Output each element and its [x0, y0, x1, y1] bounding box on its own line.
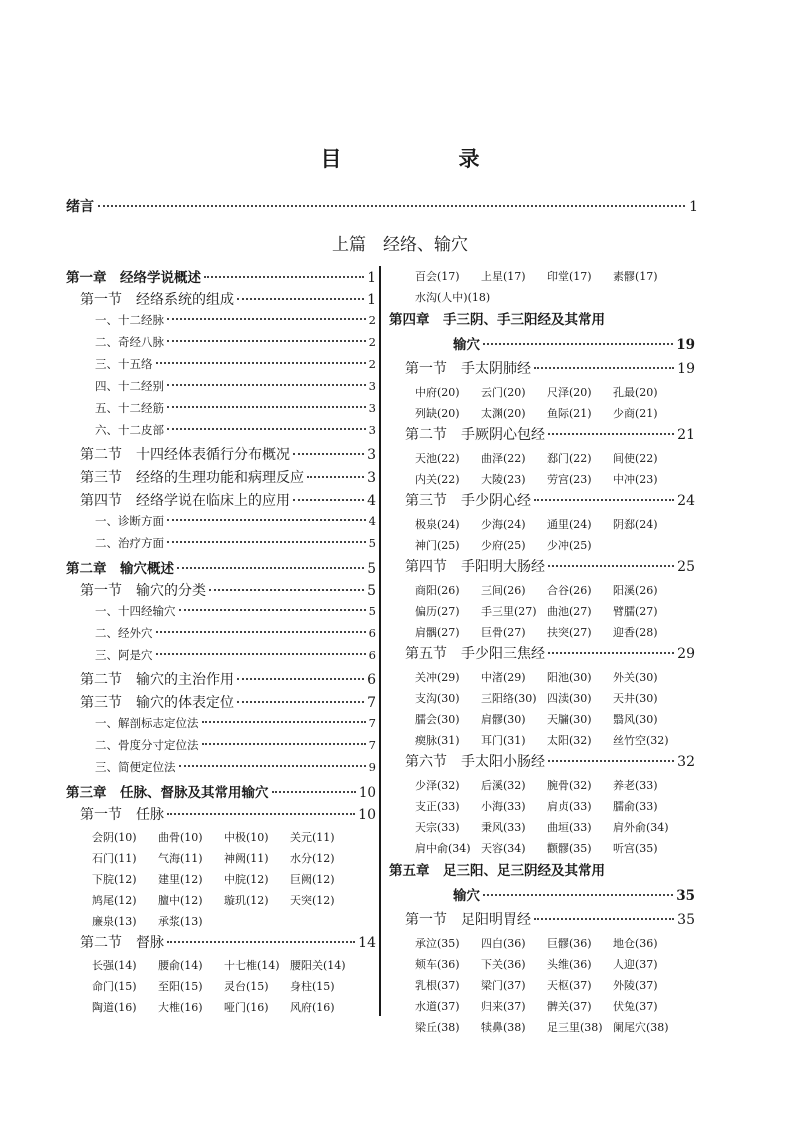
- acupoint-item: 伏兔(37): [613, 1000, 658, 1013]
- leader-dots: [156, 631, 366, 633]
- toc-section-entry[interactable]: [66, 467, 376, 490]
- acupoint-item: 少商(21): [613, 407, 658, 420]
- toc-right-column: [389, 266, 695, 1038]
- toc-entry-page: 32: [677, 754, 695, 770]
- acupoint-item: 阳池(30): [547, 671, 592, 684]
- toc-entry-title: 第三章 任脉、督脉及其常用输穴: [66, 785, 269, 801]
- leader-dots: [293, 499, 364, 501]
- page-title: 目 录: [320, 147, 528, 171]
- acupoint-item: 鸠尾(12): [92, 894, 137, 907]
- acupoint-item: 素髎(17): [613, 270, 658, 283]
- toc-chapter-b-entry[interactable]: [389, 884, 695, 909]
- leader-dots: [202, 743, 366, 745]
- acupoint-list: [389, 266, 695, 308]
- toc-item-entry[interactable]: [66, 513, 376, 535]
- acupoint-item: 少海(24): [481, 518, 526, 531]
- leader-dots: [534, 499, 674, 501]
- acupoint-item: 巨骨(27): [481, 626, 526, 639]
- leader-dots: [98, 205, 685, 207]
- toc-entry-title: 六、十二皮部: [95, 423, 164, 437]
- acupoint-item: 臑俞(33): [613, 800, 658, 813]
- acupoint-item: 中脘(12): [224, 873, 269, 886]
- leader-dots: [179, 609, 366, 611]
- toc-entry-page: 25: [677, 559, 695, 575]
- toc-entry-title: 一、诊断方面: [95, 514, 164, 528]
- acupoint-item: 少冲(25): [547, 539, 592, 552]
- toc-chapter-entry[interactable]: [66, 266, 376, 289]
- acupoint-item: 天牖(30): [547, 713, 592, 726]
- acupoint-item: 支正(33): [415, 800, 460, 813]
- toc-entry-page: 19: [676, 337, 695, 353]
- acupoint-item: 陶道(16): [92, 1001, 137, 1014]
- toc-entry-title: 第一节 足阳明胃经: [405, 912, 531, 928]
- leader-dots: [534, 367, 674, 369]
- acupoint-item: 承泣(35): [415, 937, 460, 950]
- toc-entry-page: 7: [367, 695, 376, 711]
- acupoint-item: 天池(22): [415, 452, 460, 465]
- leader-dots: [293, 453, 364, 455]
- acupoint-item: 天突(12): [290, 894, 335, 907]
- acupoint-item: 大陵(23): [481, 473, 526, 486]
- toc-entry-page: 5: [368, 604, 376, 618]
- acupoint-item: 承浆(13): [158, 915, 203, 928]
- leader-dots: [548, 652, 674, 654]
- toc-entry-title: 第二节 输穴的主治作用: [80, 672, 234, 688]
- toc-item-entry[interactable]: [66, 647, 376, 669]
- acupoint-item: 犊鼻(38): [481, 1021, 526, 1034]
- toc-entry-page: 5: [367, 561, 376, 577]
- toc-item-entry[interactable]: [66, 737, 376, 759]
- toc-entry-page: 3: [368, 401, 376, 415]
- acupoint-item: 身柱(15): [290, 980, 335, 993]
- intro-entry[interactable]: [66, 196, 698, 218]
- toc-entry-page: 4: [368, 514, 376, 528]
- toc-entry-title: 二、奇经八脉: [95, 335, 164, 349]
- acupoint-item: 偏历(27): [415, 605, 460, 618]
- acupoint-item: 腰阳关(14): [290, 959, 346, 972]
- acupoint-list: [389, 667, 695, 751]
- acupoint-list: [389, 775, 695, 859]
- acupoint-list: [66, 955, 376, 1018]
- acupoint-item: 膻中(12): [158, 894, 203, 907]
- toc-item-entry[interactable]: [66, 759, 376, 781]
- toc-section-entry[interactable]: [66, 444, 376, 467]
- leader-dots: [167, 340, 366, 342]
- acupoint-item: 肩髃(27): [415, 626, 460, 639]
- acupoint-list: [66, 827, 376, 932]
- toc-entry-title: 第三节 输穴的体表定位: [80, 695, 234, 711]
- toc-entry-title: 第二节 督脉: [80, 935, 164, 951]
- leader-dots: [167, 519, 366, 521]
- acupoint-item: 翳风(30): [613, 713, 658, 726]
- toc-entry-page: 1: [367, 270, 376, 286]
- acupoint-item: 阳溪(26): [613, 584, 658, 597]
- toc-entry-page: 21: [677, 427, 695, 443]
- acupoint-item: 肩贞(33): [547, 800, 592, 813]
- leader-dots: [156, 653, 366, 655]
- toc-entry-title: 第五节 手少阳三焦经: [405, 646, 545, 662]
- toc-entry-title: 第一节 任脉: [80, 807, 164, 823]
- acupoint-item: 大椎(16): [158, 1001, 203, 1014]
- acupoint-item: 百会(17): [415, 270, 460, 283]
- acupoint-item: 通里(24): [547, 518, 592, 531]
- toc-item-entry[interactable]: [66, 378, 376, 400]
- leader-dots: [204, 276, 364, 278]
- toc-entry-title: 第六节 手太阳小肠经: [405, 754, 545, 770]
- toc-entry-title: 一、十四经输穴: [95, 604, 176, 618]
- acupoint-item: 郄门(22): [547, 452, 592, 465]
- acupoint-item: 巨髎(36): [547, 937, 592, 950]
- acupoint-item: 听宫(35): [613, 842, 658, 855]
- toc-entry-title: 第四章 手三阴、手三阳经及其常用: [389, 312, 605, 328]
- acupoint-item: 阑尾穴(38): [613, 1021, 669, 1034]
- leader-dots: [483, 343, 673, 345]
- acupoint-item: 阴郄(24): [613, 518, 658, 531]
- acupoint-item: 少泽(32): [415, 779, 460, 792]
- leader-dots: [167, 406, 366, 408]
- acupoint-item: 养老(33): [613, 779, 658, 792]
- toc-section-entry[interactable]: [66, 289, 376, 312]
- acupoint-item: 上星(17): [481, 270, 526, 283]
- acupoint-item: 天容(34): [481, 842, 526, 855]
- toc-entry-title: 第二节 十四经体表循行分布概况: [80, 447, 290, 463]
- acupoint-item: 足三里(38): [547, 1021, 603, 1034]
- toc-entry-title: 第二章 输穴概述: [66, 561, 174, 577]
- toc-entry-title: 第三节 经络的生理功能和病理反应: [80, 470, 304, 486]
- toc-entry-title: 第一节 输穴的分类: [80, 583, 206, 599]
- toc-entry-title: 输穴: [453, 888, 480, 904]
- toc-section-entry[interactable]: [66, 804, 376, 827]
- toc-entry-title: 五、十二经筋: [95, 401, 164, 415]
- toc-entry-page: 4: [367, 493, 376, 509]
- acupoint-item: 十七椎(14): [224, 959, 280, 972]
- toc-entry-page: 29: [677, 646, 695, 662]
- acupoint-item: 下脘(12): [92, 873, 137, 886]
- acupoint-list: [389, 933, 695, 1038]
- toc-section-entry[interactable]: [389, 643, 695, 667]
- toc-entry-page: 24: [677, 493, 695, 509]
- toc-entry-page: 1: [367, 292, 376, 308]
- leader-dots: [534, 918, 674, 920]
- toc-entry-title: 一、十二经脉: [95, 313, 164, 327]
- acupoint-item: 灵台(15): [224, 980, 269, 993]
- acupoint-item: 臑会(30): [415, 713, 460, 726]
- leader-dots: [177, 567, 364, 569]
- acupoint-item: 下关(36): [481, 958, 526, 971]
- leader-dots: [483, 894, 673, 896]
- toc-chapter-entry[interactable]: [66, 557, 376, 580]
- toc-entry-title: 三、阿是穴: [95, 648, 153, 662]
- toc-section-entry[interactable]: [389, 751, 695, 775]
- acupoint-item: 小海(33): [481, 800, 526, 813]
- toc-entry-title: 第四节 手阳明大肠经: [405, 559, 545, 575]
- leader-dots: [167, 941, 355, 943]
- toc-item-entry[interactable]: [66, 625, 376, 647]
- acupoint-item: 天井(30): [613, 692, 658, 705]
- toc-chapter-b-entry[interactable]: [389, 333, 695, 358]
- acupoint-item: 颧髎(35): [547, 842, 592, 855]
- acupoint-item: 合谷(26): [547, 584, 592, 597]
- acupoint-item: 长强(14): [92, 959, 137, 972]
- toc-chapter-entry[interactable]: [66, 781, 376, 804]
- acupoint-item: 商阳(26): [415, 584, 460, 597]
- toc-entry-page: 2: [368, 313, 376, 327]
- acupoint-item: 后溪(32): [481, 779, 526, 792]
- acupoint-item: 头维(36): [547, 958, 592, 971]
- toc-entry-page: 3: [368, 379, 376, 393]
- toc-section-entry[interactable]: [389, 909, 695, 933]
- toc-section-entry[interactable]: [389, 358, 695, 382]
- toc-entry-title: 第一节 手太阴肺经: [405, 361, 531, 377]
- toc-entry-title: 第一节 经络系统的组成: [80, 292, 234, 308]
- acupoint-item: 内关(22): [415, 473, 460, 486]
- toc-chapter-a-entry[interactable]: [389, 308, 695, 333]
- acupoint-item: 中府(20): [415, 386, 460, 399]
- toc-section-entry[interactable]: [389, 556, 695, 580]
- acupoint-item: 三阳络(30): [481, 692, 537, 705]
- acupoint-item: 梁丘(38): [415, 1021, 460, 1034]
- acupoint-item: 极泉(24): [415, 518, 460, 531]
- leader-dots: [167, 428, 366, 430]
- column-divider: [379, 266, 381, 1016]
- acupoint-item: 巨阙(12): [290, 873, 335, 886]
- acupoint-item: 少府(25): [481, 539, 526, 552]
- acupoint-item: 外陵(37): [613, 979, 658, 992]
- toc-entry-title: 第三节 手少阴心经: [405, 493, 531, 509]
- acupoint-item: 水道(37): [415, 1000, 460, 1013]
- leader-dots: [548, 433, 674, 435]
- toc-entry-page: 14: [358, 935, 376, 951]
- acupoint-item: 地仓(36): [613, 937, 658, 950]
- acupoint-item: 神门(25): [415, 539, 460, 552]
- acupoint-item: 归来(37): [481, 1000, 526, 1013]
- acupoint-item: 风府(16): [290, 1001, 335, 1014]
- acupoint-item: 璇玑(12): [224, 894, 269, 907]
- toc-entry-page: 35: [676, 888, 695, 904]
- toc-section-entry[interactable]: [66, 692, 376, 715]
- acupoint-item: 三间(26): [481, 584, 526, 597]
- toc-entry-title: 四、十二经别: [95, 379, 164, 393]
- toc-entry-title: 一、解剖标志定位法: [95, 716, 199, 730]
- acupoint-item: 神阙(11): [224, 852, 269, 865]
- acupoint-item: 肩中俞(34): [415, 842, 471, 855]
- toc-section-entry[interactable]: [66, 580, 376, 603]
- toc-entry-title: 第五章 足三阳、足三阴经及其常用: [389, 863, 605, 879]
- acupoint-item: 瘈脉(31): [415, 734, 460, 747]
- toc-item-entry[interactable]: [66, 356, 376, 378]
- acupoint-list: [389, 580, 695, 643]
- acupoint-item: 颊车(36): [415, 958, 460, 971]
- toc-section-entry[interactable]: [66, 932, 376, 955]
- acupoint-item: 水分(12): [290, 852, 335, 865]
- acupoint-item: 中渚(29): [481, 671, 526, 684]
- toc-entry-page: 5: [368, 536, 376, 550]
- toc-left-column: [66, 266, 376, 1018]
- leader-dots: [237, 701, 364, 703]
- acupoint-item: 手三里(27): [481, 605, 537, 618]
- toc-item-entry[interactable]: [66, 715, 376, 737]
- acupoint-item: 至阳(15): [158, 980, 203, 993]
- toc-item-entry[interactable]: [66, 312, 376, 334]
- toc-entry-title: 二、骨度分寸定位法: [95, 738, 199, 752]
- toc-item-entry[interactable]: [66, 400, 376, 422]
- toc-entry-title: 第二节 手厥阴心包经: [405, 427, 545, 443]
- acupoint-item: 曲池(27): [547, 605, 592, 618]
- acupoint-item: 列缺(20): [415, 407, 460, 420]
- acupoint-list: [389, 514, 695, 556]
- toc-item-entry[interactable]: [66, 535, 376, 557]
- acupoint-item: 梁门(37): [481, 979, 526, 992]
- leader-dots: [179, 765, 366, 767]
- toc-section-entry[interactable]: [389, 490, 695, 514]
- toc-entry-page: 9: [368, 760, 376, 774]
- acupoint-item: 四渎(30): [547, 692, 592, 705]
- acupoint-item: 太阳(32): [547, 734, 592, 747]
- toc-entry-title: 输穴: [453, 337, 480, 353]
- toc-entry-title: 第一章 经络学说概述: [66, 270, 201, 286]
- toc-entry-page: 19: [677, 361, 695, 377]
- leader-dots: [307, 476, 364, 478]
- acupoint-item: 丝竹空(32): [613, 734, 669, 747]
- acupoint-item: 腕骨(32): [547, 779, 592, 792]
- toc-item-entry[interactable]: [66, 334, 376, 356]
- toc-entry-page: 6: [368, 626, 376, 640]
- toc-entry-page: 10: [358, 785, 376, 801]
- acupoint-item: 乳根(37): [415, 979, 460, 992]
- acupoint-item: 中冲(23): [613, 473, 658, 486]
- intro-page: 1: [689, 199, 698, 215]
- acupoint-item: 天枢(37): [547, 979, 592, 992]
- leader-dots: [237, 678, 364, 680]
- acupoint-item: 迎香(28): [613, 626, 658, 639]
- toc-entry-page: 2: [368, 357, 376, 371]
- acupoint-item: 中极(10): [224, 831, 269, 844]
- acupoint-item: 天宗(33): [415, 821, 460, 834]
- acupoint-list: [389, 448, 695, 490]
- leader-dots: [156, 362, 366, 364]
- acupoint-item: 扶突(27): [547, 626, 592, 639]
- acupoint-item: 秉风(33): [481, 821, 526, 834]
- toc-entry-page: 7: [368, 716, 376, 730]
- toc-entry-page: 35: [677, 912, 695, 928]
- toc-chapter-a-entry[interactable]: [389, 859, 695, 884]
- leader-dots: [167, 813, 355, 815]
- leader-dots: [167, 318, 366, 320]
- toc-entry-title: 三、简便定位法: [95, 760, 176, 774]
- toc-entry-page: 6: [367, 672, 376, 688]
- acupoint-item: 关冲(29): [415, 671, 460, 684]
- toc-item-entry[interactable]: [66, 422, 376, 444]
- part-title: 上篇 经络、输穴: [332, 235, 468, 255]
- acupoint-item: 哑门(16): [224, 1001, 269, 1014]
- leader-dots: [548, 760, 674, 762]
- leader-dots: [209, 589, 364, 591]
- toc-entry-title: 二、经外穴: [95, 626, 153, 640]
- acupoint-item: 耳门(31): [481, 734, 526, 747]
- toc-entry-page: 3: [367, 447, 376, 463]
- acupoint-item: 建里(12): [158, 873, 203, 886]
- acupoint-item: 石门(11): [92, 852, 137, 865]
- toc-section-entry[interactable]: [389, 424, 695, 448]
- acupoint-item: 水沟(人中)(18): [415, 291, 491, 304]
- acupoint-item: 太渊(20): [481, 407, 526, 420]
- acupoint-item: 曲骨(10): [158, 831, 203, 844]
- leader-dots: [167, 384, 366, 386]
- acupoint-item: 关元(11): [290, 831, 335, 844]
- toc-entry-title: 二、治疗方面: [95, 536, 164, 550]
- acupoint-item: 劳宫(23): [547, 473, 592, 486]
- acupoint-item: 鱼际(21): [547, 407, 592, 420]
- acupoint-item: 尺泽(20): [547, 386, 592, 399]
- acupoint-item: 孔最(20): [613, 386, 658, 399]
- acupoint-item: 云门(20): [481, 386, 526, 399]
- toc-entry-page: 2: [368, 335, 376, 349]
- toc-section-entry[interactable]: [66, 490, 376, 513]
- acupoint-item: 会阴(10): [92, 831, 137, 844]
- toc-entry-page: 3: [367, 470, 376, 486]
- toc-entry-title: 三、十五络: [95, 357, 153, 371]
- acupoint-item: 人迎(37): [613, 958, 658, 971]
- acupoint-item: 命门(15): [92, 980, 137, 993]
- acupoint-item: 四白(36): [481, 937, 526, 950]
- acupoint-item: 印堂(17): [547, 270, 592, 283]
- intro-label: 绪言: [66, 199, 94, 215]
- acupoint-item: 臂臑(27): [613, 605, 658, 618]
- toc-entry-page: 6: [368, 648, 376, 662]
- acupoint-item: 气海(11): [158, 852, 203, 865]
- toc-entry-page: 3: [368, 423, 376, 437]
- leader-dots: [272, 791, 356, 793]
- toc-section-entry[interactable]: [66, 669, 376, 692]
- leader-dots: [548, 565, 674, 567]
- toc-entry-page: 10: [358, 807, 376, 823]
- leader-dots: [202, 721, 366, 723]
- acupoint-item: 曲垣(33): [547, 821, 592, 834]
- acupoint-list: [389, 382, 695, 424]
- acupoint-item: 髀关(37): [547, 1000, 592, 1013]
- acupoint-item: 外关(30): [613, 671, 658, 684]
- leader-dots: [237, 298, 364, 300]
- acupoint-item: 廉泉(13): [92, 915, 137, 928]
- acupoint-item: 肩外俞(34): [613, 821, 669, 834]
- acupoint-item: 支沟(30): [415, 692, 460, 705]
- acupoint-item: 曲泽(22): [481, 452, 526, 465]
- acupoint-item: 肩髎(30): [481, 713, 526, 726]
- toc-entry-page: 5: [367, 583, 376, 599]
- toc-entry-title: 第四节 经络学说在临床上的应用: [80, 493, 290, 509]
- toc-entry-page: 7: [368, 738, 376, 752]
- toc-item-entry[interactable]: [66, 603, 376, 625]
- acupoint-item: 间使(22): [613, 452, 658, 465]
- leader-dots: [167, 541, 366, 543]
- acupoint-item: 腰俞(14): [158, 959, 203, 972]
